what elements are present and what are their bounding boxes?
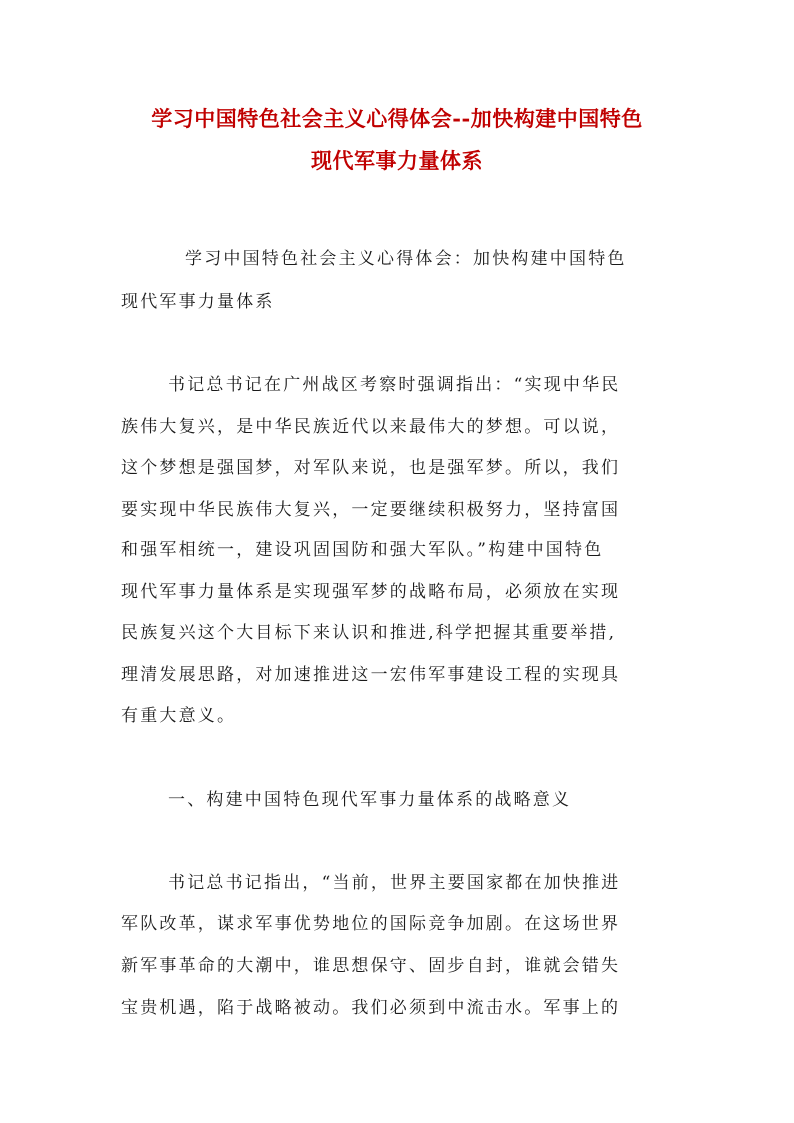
- subtitle-line-1: 学习中国特色社会主义心得体会：加快构建中国特色: [185, 249, 627, 269]
- subtitle-line-2: 现代军事力量体系: [121, 292, 275, 312]
- paragraph-1-line: 有重大意义。: [121, 706, 237, 726]
- paragraph-2-line: 书记总书记指出，“当前，世界主要国家都在加快推进: [168, 873, 621, 893]
- paragraph-1-line: 书记总书记在广州战区考察时强调指出：“实现中华民: [168, 375, 621, 395]
- paragraph-1-line: 理清发展思路，对加速推进这一宏伟军事建设工程的实现具: [121, 665, 621, 685]
- paragraph-2-line: 军队改革，谋求军事优势地位的国际竞争加剧。在这场世界: [121, 914, 621, 934]
- paragraph-1-line: 族伟大复兴，是中华民族近代以来最伟大的梦想。可以说，: [121, 417, 621, 437]
- section-heading: 一、构建中国特色现代军事力量体系的战略意义: [168, 790, 572, 810]
- paragraph-1-line: 和强军相统一，建设巩固国防和强大军队。”构建中国特色: [121, 540, 604, 560]
- paragraph-2-line: 新军事革命的大潮中，谁思想保守、固步自封，谁就会错失: [121, 956, 621, 976]
- paragraph-1-line: 民族复兴这个大目标下来认识和推进,科学把握其重要举措,: [121, 623, 617, 643]
- document-title-line-1: 学习中国特色社会主义心得体会--加快构建中国特色: [151, 106, 643, 131]
- paragraph-1-line: 要实现中华民族伟大复兴，一定要继续积极努力，坚持富国: [121, 500, 621, 520]
- paragraph-2-line: 宝贵机遇，陷于战略被动。我们必须到中流击水。军事上的: [121, 998, 621, 1018]
- document-title-line-2: 现代军事力量体系: [311, 148, 483, 173]
- paragraph-1-line: 这个梦想是强国梦，对军队来说，也是强军梦。所以，我们: [121, 458, 621, 478]
- paragraph-1-line: 现代军事力量体系是实现强军梦的战略布局，必须放在实现: [121, 582, 621, 602]
